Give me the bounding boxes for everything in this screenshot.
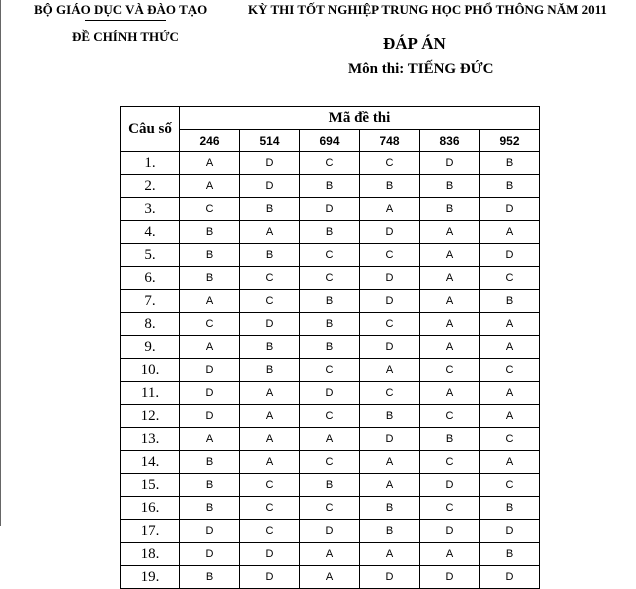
exam-title: KỲ THI TỐT NGHIỆP TRUNG HỌC PHỔ THÔNG NĂM 2011 — [248, 2, 607, 17]
answer-cell: B — [420, 175, 480, 198]
exam-code-694: 694 — [300, 130, 360, 152]
answer-cell: C — [360, 382, 420, 405]
answer-cell: C — [300, 359, 360, 382]
table-row — [121, 267, 540, 290]
answer-cell: A — [360, 474, 420, 497]
answer-cell: C — [240, 497, 300, 520]
answer-cell: A — [360, 543, 420, 566]
answer-cell: A — [180, 428, 240, 451]
answer-cell: B — [480, 543, 540, 566]
answer-cell: B — [300, 474, 360, 497]
answer-cell: B — [180, 244, 240, 267]
question-number: 1. — [121, 152, 180, 175]
answer-cell: C — [360, 313, 420, 336]
answer-cell: D — [240, 152, 300, 175]
answer-cell: C — [240, 474, 300, 497]
answer-cell: D — [240, 543, 300, 566]
question-number: 9. — [121, 336, 180, 359]
answer-cell: D — [240, 175, 300, 198]
answer-cell: C — [480, 474, 540, 497]
answer-cell: B — [300, 336, 360, 359]
answer-cell: D — [360, 267, 420, 290]
answer-cell: C — [480, 428, 540, 451]
answer-cell: C — [420, 451, 480, 474]
answer-cell: D — [420, 566, 480, 589]
table-row — [121, 428, 540, 451]
question-number: 17. — [121, 520, 180, 543]
answer-cell: A — [420, 221, 480, 244]
answer-cell: A — [360, 359, 420, 382]
exam-code-952: 952 — [480, 130, 540, 152]
answer-cell: D — [240, 313, 300, 336]
answer-cell: D — [420, 152, 480, 175]
question-number: 12. — [121, 405, 180, 428]
answer-cell: B — [480, 290, 540, 313]
answer-cell: A — [300, 543, 360, 566]
answer-cell: B — [360, 405, 420, 428]
answer-cell: B — [360, 175, 420, 198]
answer-cell: C — [300, 497, 360, 520]
table-row — [121, 221, 540, 244]
answer-cell: A — [420, 313, 480, 336]
answer-cell: A — [180, 290, 240, 313]
question-number: 16. — [121, 497, 180, 520]
answer-cell: C — [180, 313, 240, 336]
table-row — [121, 290, 540, 313]
table-row — [121, 313, 540, 336]
answer-cell: A — [480, 382, 540, 405]
answer-cell: D — [420, 474, 480, 497]
answer-cell: A — [240, 221, 300, 244]
answer-cell: B — [180, 566, 240, 589]
answer-cell: B — [180, 221, 240, 244]
answer-cell: A — [240, 405, 300, 428]
answer-cell: A — [480, 221, 540, 244]
answer-cell: B — [300, 221, 360, 244]
answer-cell: B — [180, 497, 240, 520]
table-row — [121, 405, 540, 428]
header-underline — [85, 20, 166, 21]
answer-cell: D — [300, 198, 360, 221]
exam-code-514: 514 — [240, 130, 300, 152]
exam-code-header: Mã đề thi — [180, 107, 540, 130]
question-number: 19. — [121, 566, 180, 589]
question-number: 8. — [121, 313, 180, 336]
answer-cell: D — [480, 244, 540, 267]
answer-cell: A — [300, 566, 360, 589]
answer-cell: A — [480, 313, 540, 336]
table-row — [121, 244, 540, 267]
answer-cell: C — [480, 359, 540, 382]
exam-code-246: 246 — [180, 130, 240, 152]
answer-cell: C — [300, 244, 360, 267]
answer-cell: D — [420, 520, 480, 543]
question-number: 10. — [121, 359, 180, 382]
answer-cell: C — [240, 290, 300, 313]
answer-cell: A — [240, 382, 300, 405]
answer-cell: D — [360, 336, 420, 359]
answer-cell: C — [180, 198, 240, 221]
answer-cell: D — [360, 290, 420, 313]
table-row — [121, 336, 540, 359]
answer-cell: B — [300, 175, 360, 198]
answer-cell: B — [180, 474, 240, 497]
exam-code-836: 836 — [420, 130, 480, 152]
answer-cell: A — [180, 336, 240, 359]
table-row — [121, 520, 540, 543]
answer-cell: D — [480, 198, 540, 221]
answer-cell: B — [420, 428, 480, 451]
question-number: 4. — [121, 221, 180, 244]
answer-cell: D — [300, 382, 360, 405]
answer-cell: C — [360, 152, 420, 175]
answer-cell: D — [180, 382, 240, 405]
answer-cell: C — [480, 267, 540, 290]
answer-cell: C — [240, 520, 300, 543]
question-number: 2. — [121, 175, 180, 198]
answer-cell: B — [480, 497, 540, 520]
answer-cell: A — [240, 451, 300, 474]
answer-cell: D — [360, 221, 420, 244]
answer-cell: A — [480, 336, 540, 359]
answer-cell: A — [180, 175, 240, 198]
answer-cell: B — [360, 520, 420, 543]
answer-cell: B — [240, 244, 300, 267]
answer-cell: B — [360, 497, 420, 520]
answer-cell: B — [480, 175, 540, 198]
answer-cell: D — [180, 405, 240, 428]
answer-cell: C — [420, 405, 480, 428]
answer-cell: C — [420, 359, 480, 382]
official-label: ĐỀ CHÍNH THỨC — [72, 29, 179, 44]
answer-cell: A — [420, 244, 480, 267]
question-number: 18. — [121, 543, 180, 566]
answer-cell: C — [300, 405, 360, 428]
answer-cell: C — [420, 497, 480, 520]
table-row — [121, 152, 540, 175]
table-row — [121, 359, 540, 382]
answer-cell: B — [240, 359, 300, 382]
answer-cell: C — [300, 152, 360, 175]
table-row — [121, 382, 540, 405]
answer-cell: A — [300, 428, 360, 451]
table-row — [121, 566, 540, 589]
answer-cell: B — [180, 451, 240, 474]
table-row — [121, 474, 540, 497]
answer-cell: B — [420, 198, 480, 221]
answer-cell: A — [480, 451, 540, 474]
question-number: 3. — [121, 198, 180, 221]
answer-cell: C — [300, 267, 360, 290]
answer-cell: B — [240, 336, 300, 359]
question-number: 14. — [121, 451, 180, 474]
question-number: 6. — [121, 267, 180, 290]
answer-cell: A — [420, 382, 480, 405]
question-number: 5. — [121, 244, 180, 267]
exam-code-748: 748 — [360, 130, 420, 152]
answer-cell: D — [480, 520, 540, 543]
answer-cell: D — [180, 359, 240, 382]
question-number-header: Câu số — [121, 107, 180, 152]
answer-cell: A — [420, 543, 480, 566]
answer-cell: D — [180, 520, 240, 543]
answer-cell: D — [360, 428, 420, 451]
table-row — [121, 543, 540, 566]
answer-cell: A — [360, 451, 420, 474]
answer-cell: C — [300, 451, 360, 474]
answer-title: ĐÁP ÁN — [383, 34, 446, 53]
table-row — [121, 198, 540, 221]
answer-table — [120, 106, 540, 589]
table-row — [121, 451, 540, 474]
answer-cell: A — [180, 152, 240, 175]
page-left-border — [0, 0, 1, 526]
question-number: 13. — [121, 428, 180, 451]
answer-cell: A — [360, 198, 420, 221]
question-number: 15. — [121, 474, 180, 497]
answer-cell: D — [240, 566, 300, 589]
subject-title: Môn thi: TIẾNG ĐỨC — [348, 61, 494, 77]
answer-cell: A — [420, 336, 480, 359]
answer-cell: D — [180, 543, 240, 566]
answer-cell: D — [300, 520, 360, 543]
answer-cell: A — [420, 290, 480, 313]
ministry-name: BỘ GIÁO DỤC VÀ ĐÀO TẠO — [34, 2, 208, 17]
table-row — [121, 175, 540, 198]
answer-cell: D — [480, 566, 540, 589]
answer-cell: B — [300, 313, 360, 336]
answer-cell: B — [300, 290, 360, 313]
answer-cell: A — [240, 428, 300, 451]
answer-cell: C — [360, 244, 420, 267]
answer-cell: B — [240, 198, 300, 221]
answer-cell: A — [480, 405, 540, 428]
answer-cell: B — [180, 267, 240, 290]
answer-cell: B — [480, 152, 540, 175]
answer-cell: A — [420, 267, 480, 290]
answer-cell: D — [360, 566, 420, 589]
table-row — [121, 497, 540, 520]
question-number: 11. — [121, 382, 180, 405]
answer-cell: C — [240, 267, 300, 290]
question-number: 7. — [121, 290, 180, 313]
